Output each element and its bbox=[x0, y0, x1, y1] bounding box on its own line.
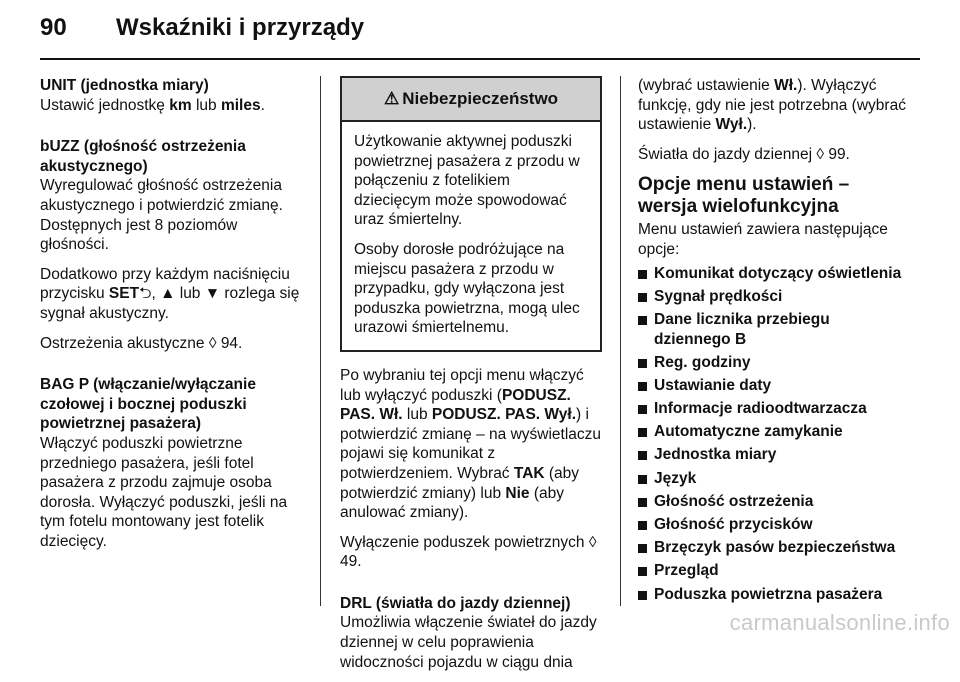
watermark: carmanualsonline.info bbox=[729, 610, 950, 635]
list-item: Dane licznika przebiegu dziennego B bbox=[638, 310, 910, 349]
paragraph: Wyregulować głośność ostrzeżenia akustycznego i potwierdzić zmianę. Dostępnych jest 8 poziomów głośności. bbox=[40, 177, 283, 254]
cross-reference: Ostrzeżenia akustyczne ◊ 94. bbox=[40, 334, 243, 352]
page-title: Wskaźniki i przyrządy bbox=[116, 14, 365, 41]
page-number: 90 bbox=[40, 14, 67, 41]
header-rule bbox=[40, 58, 920, 60]
section-heading-drl: DRL (światła do jazdy dziennej) bbox=[340, 594, 571, 612]
list-item: Głośność ostrzeżenia bbox=[638, 492, 910, 512]
list-item: Brzęczyk pasów bezpieczeństwa bbox=[638, 538, 910, 558]
list-item: Język bbox=[638, 469, 910, 489]
cross-reference: Światła do jazdy dziennej ◊ 99. bbox=[638, 145, 850, 163]
warning-triangle-icon: ⚠ bbox=[383, 89, 400, 109]
section-heading-menu-options: Opcje menu ustawień – wersja wielofunkcyjna bbox=[638, 174, 850, 218]
cross-reference: Wyłączenie poduszek powietrznych ◊ 49. bbox=[340, 533, 597, 571]
warning-text: Osoby dorosłe podróżujące na miejscu pasażera z przodu w przypadku, gdy wyłączona jest poduszka powietrzna, mogą ulec urazowi śmiertelnemu. bbox=[354, 240, 580, 337]
column-divider bbox=[320, 76, 321, 606]
paragraph: Włączyć poduszki powietrzne przedniego pasażera, jeśli fotel pasażera z przodu zajmuje osoba dorosła. Wyłączyć poduszki, jeśli na tym fotelu montowany jest fotelik dziecięcy. bbox=[40, 434, 288, 550]
warning-body bbox=[342, 122, 600, 350]
middle-column bbox=[340, 76, 602, 682]
section-heading-unit: UNIT (jednostka miary) bbox=[40, 77, 209, 94]
warning-box bbox=[340, 76, 602, 352]
column-divider bbox=[620, 76, 621, 606]
paragraph: Umożliwia włączenie świateł do jazdy dziennej w celu poprawienia widoczności pojazdu w ciągu dnia bbox=[340, 614, 597, 671]
left-column bbox=[40, 76, 310, 561]
options-list bbox=[638, 264, 910, 605]
right-column bbox=[638, 76, 910, 608]
section-heading-bag: BAG P (włączanie/wyłączanie czołowej i bocznej poduszki powietrznej pasażera) bbox=[40, 376, 256, 433]
section-heading-buzz: bUZZ (głośność ostrzeżenia akustycznego) bbox=[40, 138, 246, 175]
warning-title: Niebezpieczeństwo bbox=[402, 89, 559, 109]
list-item: Informacje radioodtwarzacza bbox=[638, 399, 910, 419]
list-item: Przegląd bbox=[638, 561, 910, 581]
list-item: Reg. godziny bbox=[638, 353, 910, 373]
list-item: Poduszka powietrzna pasażera bbox=[638, 585, 910, 605]
list-item: Automatyczne zamykanie bbox=[638, 422, 910, 442]
paragraph: Menu ustawień zawiera następujące opcje: bbox=[638, 221, 888, 258]
paragraph: Po wybraniu tej opcji menu włączyć lub wyłączyć poduszki (PODUSZ. PAS. Wł. lub PODUSZ. PAS. Wył.) i potwierdzić zmianę – na wyświetlaczu pojawi się komunikat z potwierdzeniem. Wybrać TAK (aby potwierdzić zmiany) lub Nie (aby anulować zmiany). bbox=[340, 366, 602, 522]
list-item: Głośność przycisków bbox=[638, 515, 910, 535]
warning-header bbox=[342, 78, 600, 122]
warning-text: Użytkowanie aktywnej poduszki powietrznej pasażera z przodu w połączeniu z fotelikiem dziecięcym może spowodować uraz śmiertelny. bbox=[354, 133, 580, 229]
list-item: Sygnał prędkości bbox=[638, 287, 910, 307]
paragraph: Ustawić jednostkę km lub miles. bbox=[40, 96, 265, 114]
back-arrow-icon: ⮌ bbox=[139, 285, 152, 303]
paragraph: (wybrać ustawienie Wł.). Wyłączyć funkcję, gdy nie jest potrzebna (wybrać ustawienie Wył.). bbox=[638, 77, 906, 134]
list-item: Jednostka miary bbox=[638, 445, 910, 465]
paragraph: Dodatkowo przy każdym naciśnięciu przycisku SET⮌, ▲ lub ▼ rozlega się sygnał akustyczny. bbox=[40, 265, 300, 322]
page-header bbox=[40, 14, 920, 54]
list-item: Ustawianie daty bbox=[638, 376, 910, 396]
list-item: Komunikat dotyczący oświetlenia bbox=[638, 264, 910, 284]
